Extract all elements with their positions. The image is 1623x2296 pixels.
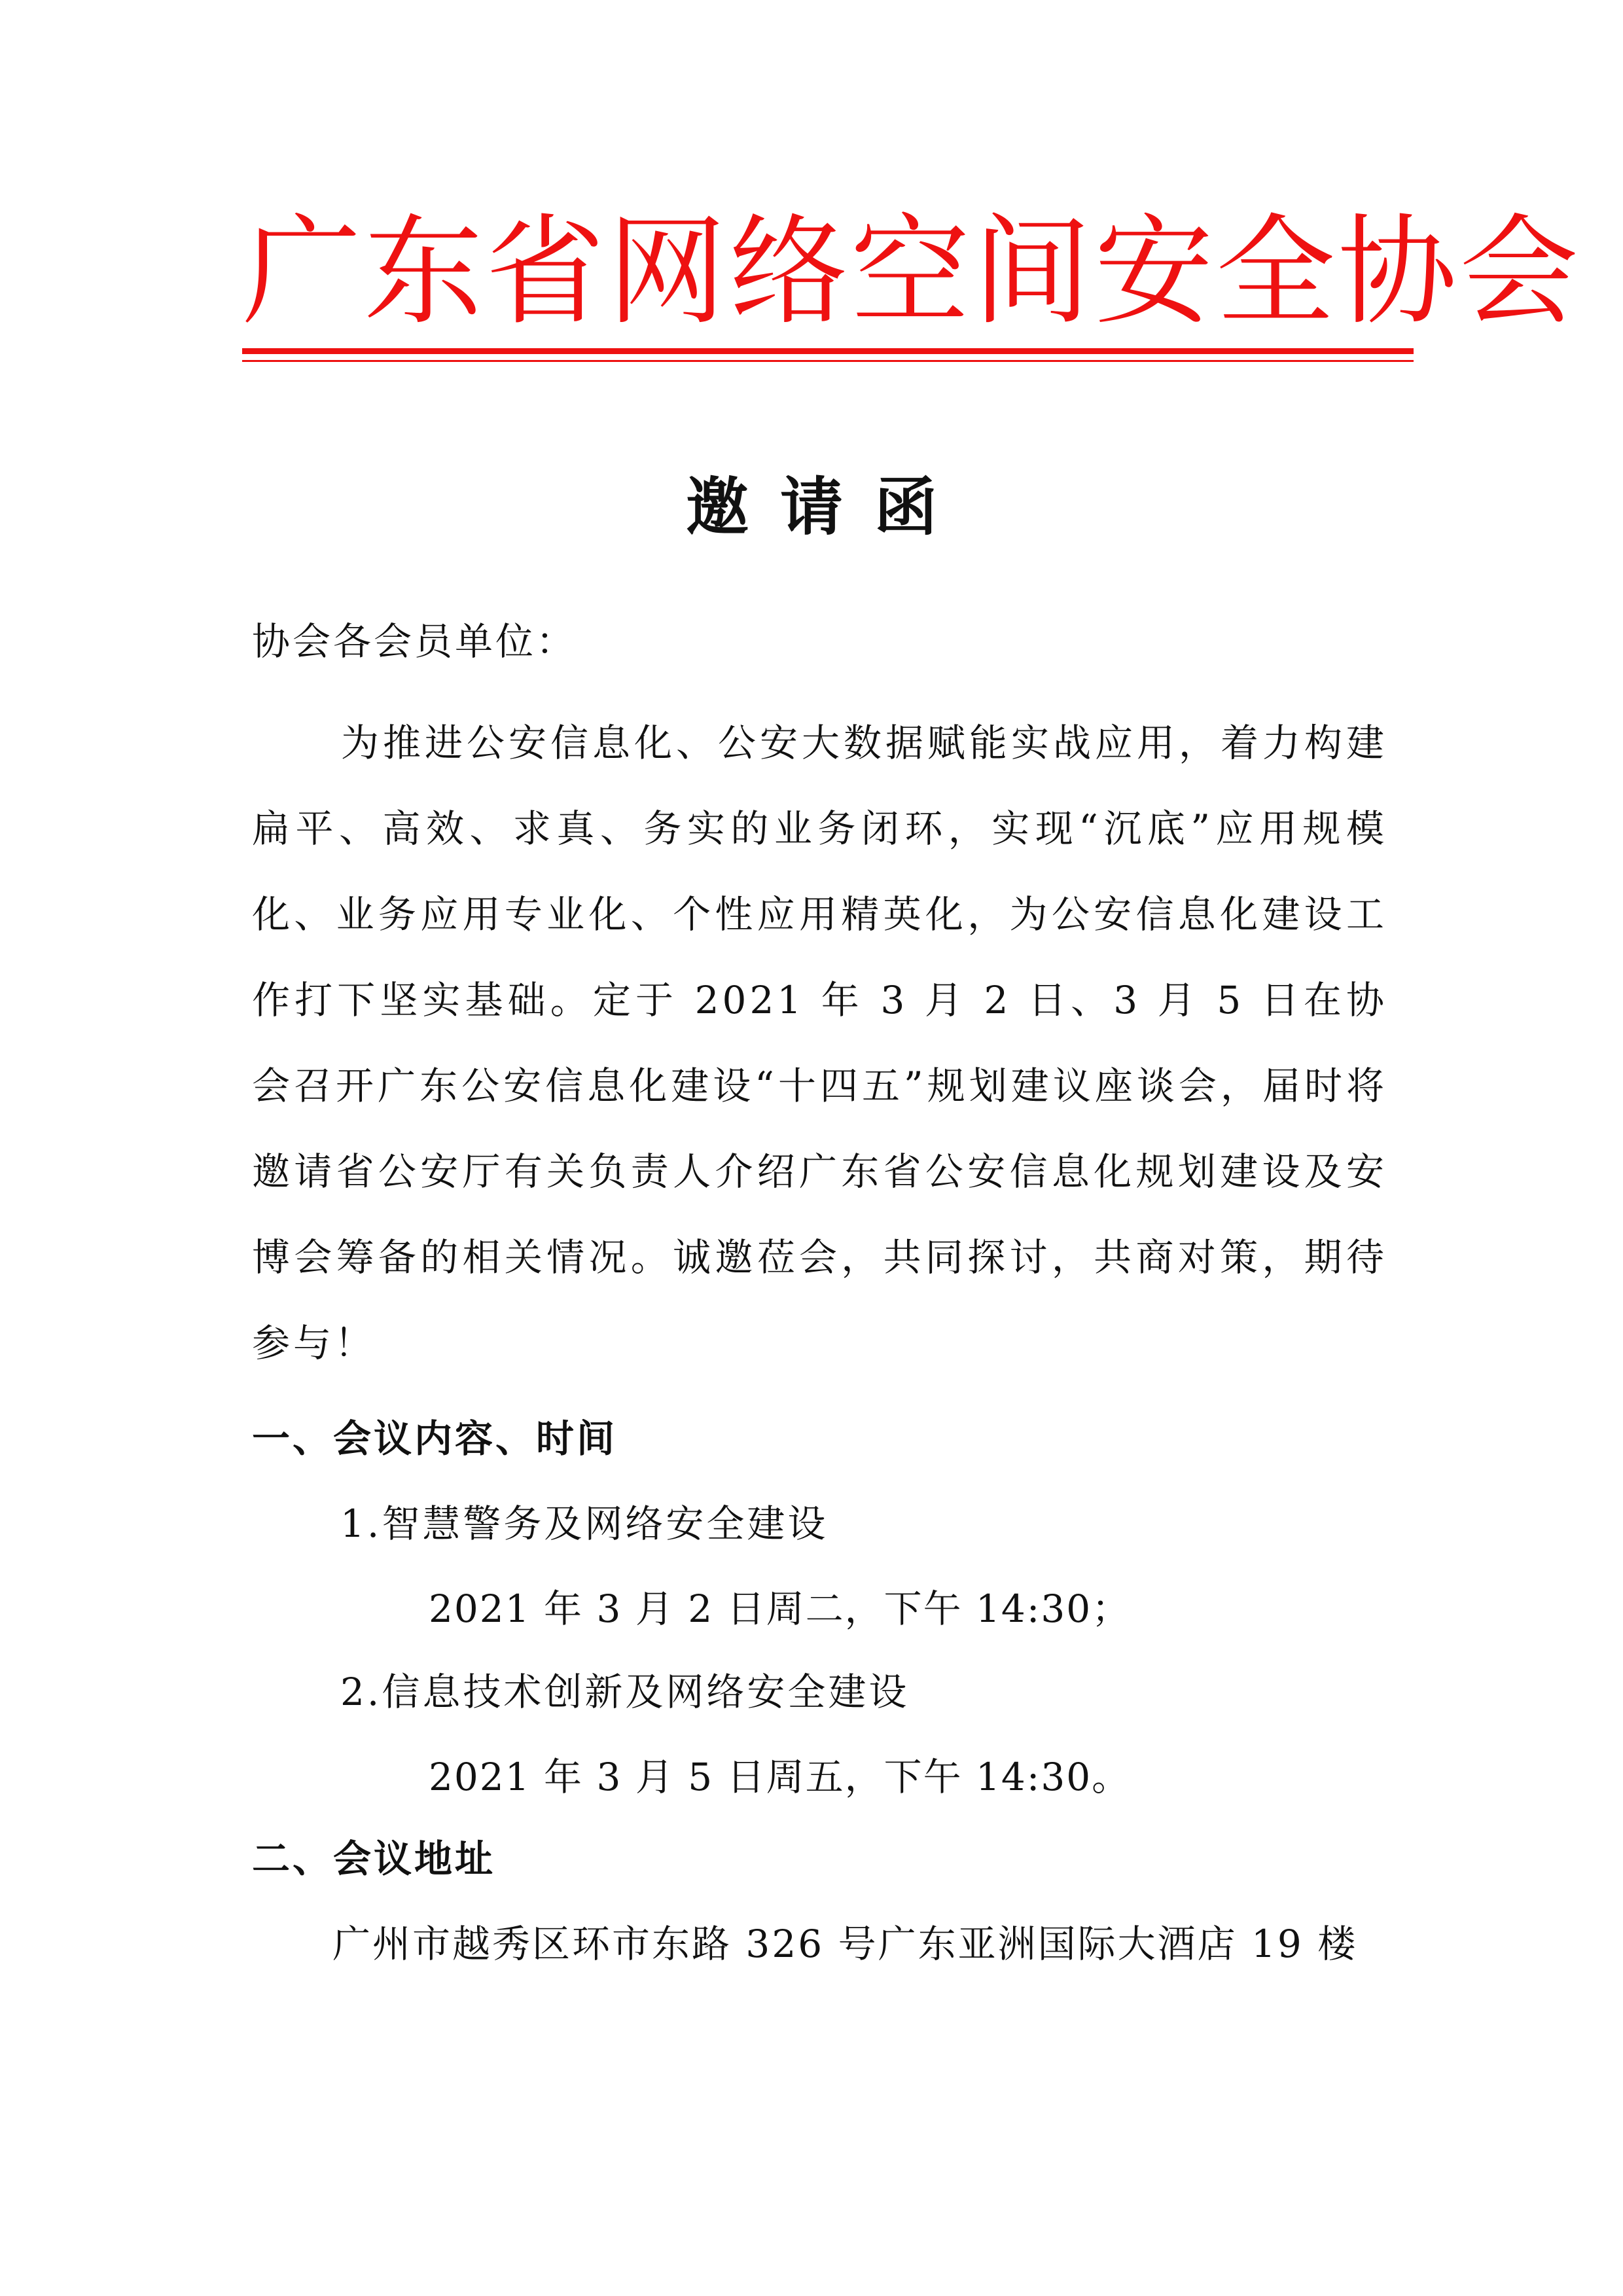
document-title: 邀请函 <box>686 471 969 544</box>
letterhead-organization-name: 广东省网络空间安全协会 <box>242 202 1581 341</box>
venue-address: 广州市越秀区环市东路 326 号广东亚洲国际大酒店 19 楼 <box>332 1922 1358 1966</box>
meeting-item-title-1: 1.智慧警务及网络安全建设 <box>340 1501 829 1546</box>
salutation: 协会各会员单位： <box>252 619 577 664</box>
section-heading-venue: 二、会议地址 <box>252 1837 496 1881</box>
meeting-item-time-2: 2021 年 3 月 5 日周五，下午 14:30。 <box>429 1755 1132 1799</box>
section-heading-meeting: 一、会议内容、时间 <box>252 1416 618 1461</box>
meeting-item-title-2: 2.信息技术创新及网络安全建设 <box>340 1670 910 1714</box>
meeting-item-time-1: 2021 年 3 月 2 日周二，下午 14:30； <box>429 1587 1132 1631</box>
letterhead-thin-rule <box>242 360 1414 362</box>
body-paragraph: 为推进公安信息化、公安大数据赋能实战应用，着力构建扁平、高效、求真、务实的业务闭环，实现“沉底”应用规模化、业务应用专业化、个性应用精英化，为公安信息化建设工作打下坚实基础。定于 2021 年 3 月 2 日、3 月 5 日在协会召开广东公安信息化建设“十四五”规划建议座谈会，届时将邀请省公安厅有关负责人介绍广东省公安信息化规划建设及安博会筹备的相关情况。诚邀莅会，共同探讨，共商对策，期待参与！ <box>252 721 1387 1365</box>
letterhead-thick-rule <box>242 348 1414 354</box>
